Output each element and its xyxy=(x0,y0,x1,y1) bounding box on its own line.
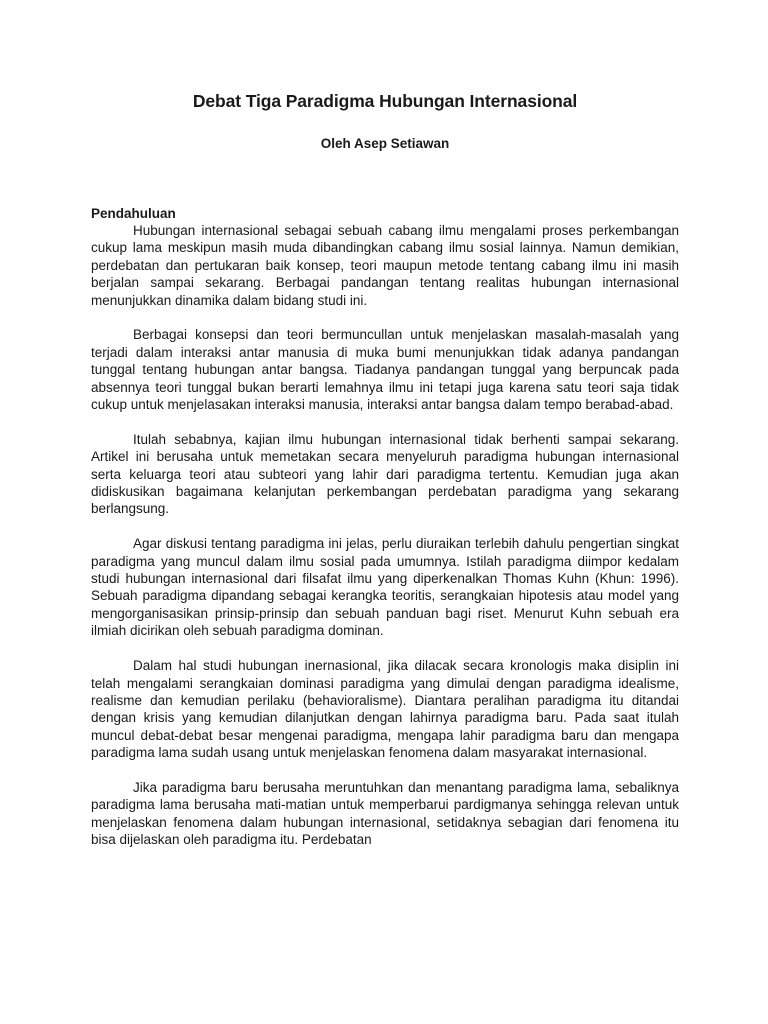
document-body xyxy=(91,222,679,866)
document-title: Debat Tiga Paradigma Hubungan Internasional xyxy=(192,91,578,111)
paragraph: Berbagai konsepsi dan teori bermuncullan untuk menjelaskan masalah-masalah yang terjadi dalam interaksi antar manusia di muka bumi menunjukkan tidak adanya pandangan tunggal tentang hubungan antar bangsa. Tiadanya pandangan tunggal yang berpuncak pada absennya teori tunggal bukan berarti lemahnya ilmu ini tetapi juga karena satu teori saja tidak cukup untuk menjelasakan interaksi manusia, interaksi antar bangsa dalam tempo berabad-abad. xyxy=(91,327,679,413)
paragraph: Dalam hal studi hubungan inernasional, jika dilacak secara kronologis maka disiplin ini telah mengalami serangkaian dominasi paradigma yang dimulai dengan paradigma idealisme, realisme dan kemudian perilaku (behavioralisme). Diantara peralihan paradigma itu ditandai dengan krisis yang kemudian dilanjutkan dengan lahirnya paradigma baru. Pada saat itulah muncul debat-debat besar mengenai paradigma, mengapa lahir paradigma baru dan mengapa paradigma lama sudah usang untuk menjelaskan fenomena dalam masyarakat internasional. xyxy=(91,658,679,761)
paragraph: Hubungan internasional sebagai sebuah cabang ilmu mengalami proses perkembangan cukup lama meskipun masih muda dibandingkan cabang ilmu sosial lainnya. Namun demikian, perdebatan dan pertukaran baik konsep, teori maupun metode tentang cabang ilmu ini masih berjalan sampai sekarang. Berbagai pandangan tentang realitas hubungan internasional menunjukkan dinamika dalam bidang studi ini. xyxy=(91,223,679,308)
paragraph: Agar diskusi tentang paradigma ini jelas, perlu diuraikan terlebih dahulu pengertian singkat paradigma yang muncul dalam ilmu sosial pada umumnya. Istilah paradigma diimpor kedalam studi hubungan internasional dari filsafat ilmu yang diperkenalkan Thomas Kuhn (Khun: 1996). Sebuah paradigma dipandang sebagai kerangka teoritis, serangkaian hipotesis atau model yang mengorganisasikan prinsip-prinsip dan sebuah panduan bagi riset. Menurut Kuhn sebuah era ilmiah dicirikan oleh sebuah paradigma dominan. xyxy=(91,536,679,639)
paragraph: Jika paradigma baru berusaha meruntuhkan dan menantang paradigma lama, sebaliknya paradigma lama berusaha mati-matian untuk memperbarui pardigmanya sehingga relevan untuk menjelaskan fenomena dalam hubungan internasional, setidaknya sebagian dari fenomena itu bisa dijelaskan oleh paradigma itu. Perdebatan xyxy=(91,779,679,848)
document-author: Oleh Asep Setiawan xyxy=(320,136,450,151)
section-heading: Pendahuluan xyxy=(91,206,176,221)
paragraph: Itulah sebabnya, kajian ilmu hubungan internasional tidak berhenti sampai sekarang. Artikel ini berusaha untuk memetakan secara menyeluruh paradigma hubungan internasional serta keluarga teori atau subteori yang lahir dari paradigma tertentu. Kemudian juga akan didiskusikan bagaimana kelanjutan perkembangan perdebatan paradigma yang sekarang berlangsung. xyxy=(91,431,679,517)
